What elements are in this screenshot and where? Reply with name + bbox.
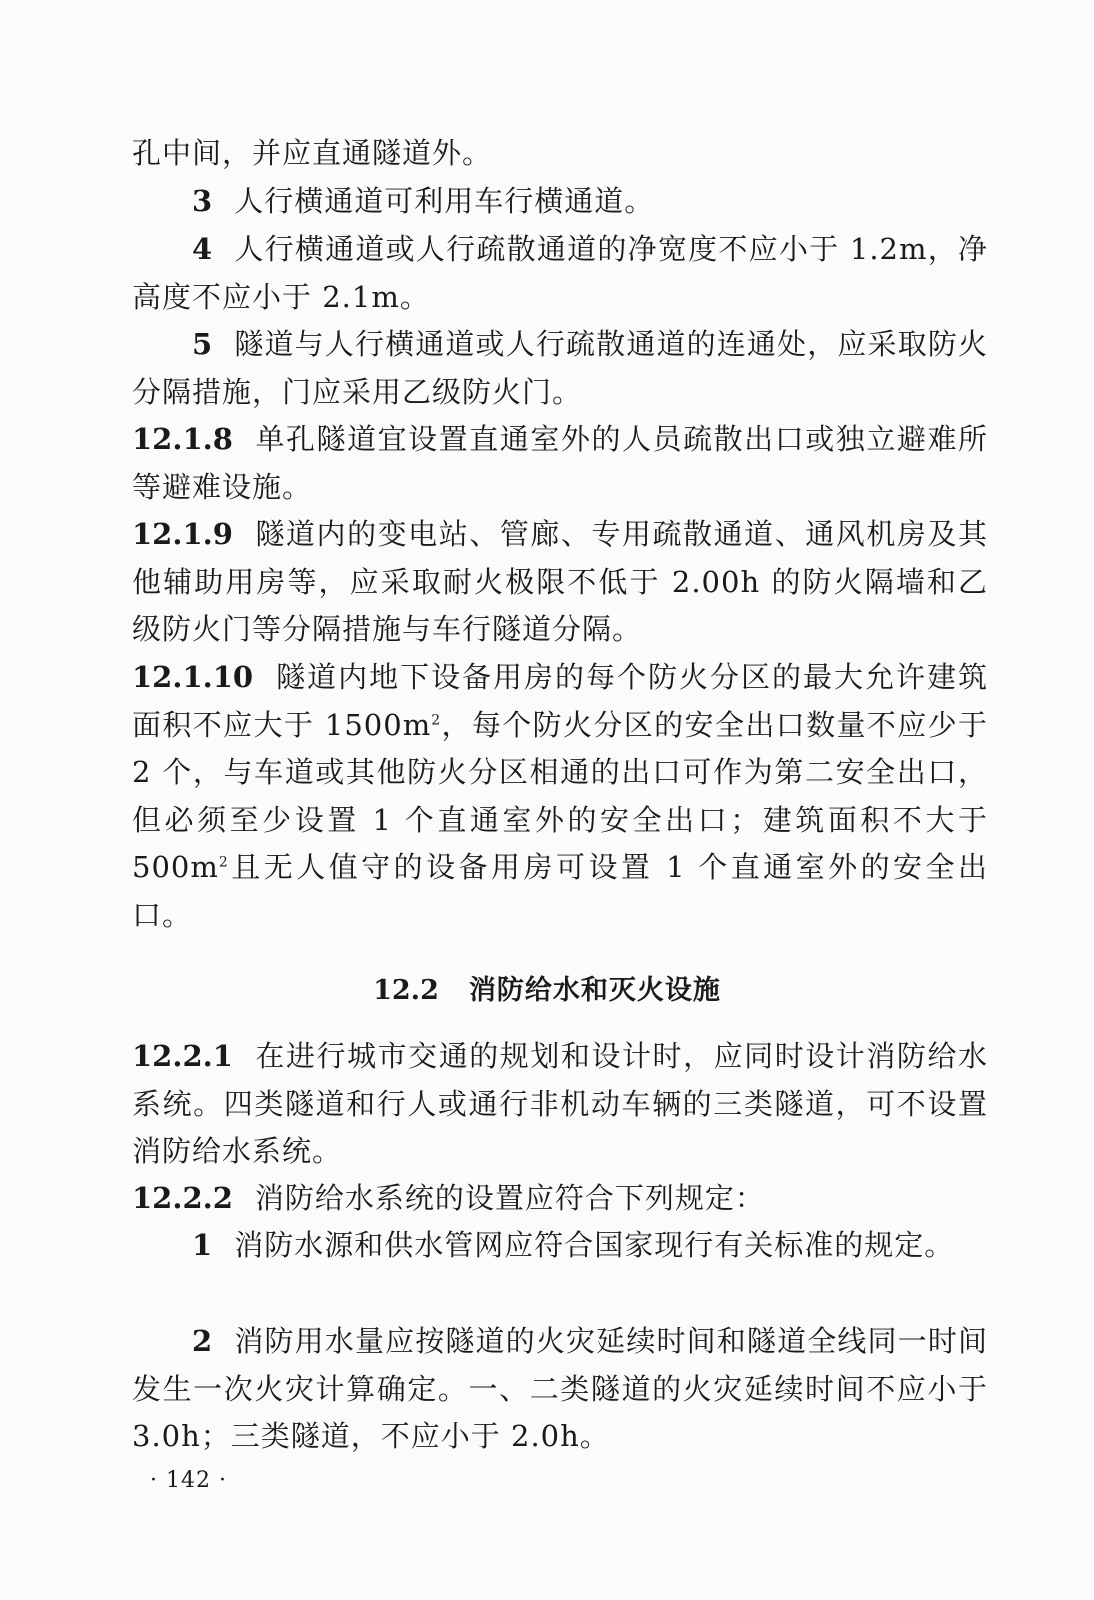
item-4 (132, 226, 988, 321)
clause-text: 在进行城市交通的规划和设计时，应同时设计消防给水系统。四类隧道和行人或通行非机动车辆的三类隧道，可不设置消防给水系统。 (132, 1039, 988, 1168)
section-number: 12.2 (373, 975, 439, 1006)
item-text: 人行横通道可利用车行横通道。 (234, 184, 655, 218)
item-number: 1 (192, 1228, 213, 1262)
clause-text-c: 且无人值守的设备用房可设置 1 个直通室外的安全出口。 (132, 850, 988, 932)
superscript: 2 (218, 854, 229, 871)
item-2-2 (132, 1318, 988, 1461)
item-text: 隧道与人行横通道或人行疏散通道的连通处，应采取防火分隔措施，门应采用乙级防火门。 (132, 327, 988, 409)
section-heading (0, 968, 1094, 1007)
item-5 (132, 321, 988, 416)
clause-text: 单孔隧道宜设置直通室外的人员疏散出口或独立避难所等避难设施。 (132, 422, 988, 504)
item-text: 消防水源和供水管网应符合国家现行有关标准的规定。 (234, 1228, 955, 1262)
clause-number: 12.1.10 (132, 660, 254, 694)
clause-12-2-2 (132, 1175, 988, 1223)
item-number: 3 (192, 184, 213, 218)
clause-number: 12.1.8 (132, 422, 233, 456)
clause-12-1-8 (132, 416, 988, 511)
continuation-text: 孔中间，并应直通隧道外。 (132, 136, 493, 170)
superscript: 2 (431, 711, 442, 728)
clause-text: 消防给水系统的设置应符合下列规定： (254, 1181, 765, 1215)
clause-number: 12.2.2 (132, 1181, 233, 1215)
clause-12-2-1 (132, 1033, 988, 1176)
item-text: 消防用水量应按隧道的火灾延续时间和隧道全线同一时间发生一次火灾计算确定。一、二类隧道的火灾延续时间不应小于 3.0h；三类隧道，不应小于 2.0h。 (132, 1324, 988, 1453)
clause-12-1-9 (132, 511, 988, 654)
clause-12-1-10 (132, 654, 988, 939)
item-number: 2 (192, 1324, 213, 1358)
clause-text: 隧道内的变电站、管廊、专用疏散通道、通风机房及其他辅助用房等，应采取耐火极限不低于 2.00h 的防火隔墙和乙级防火门等分隔措施与车行隧道分隔。 (132, 517, 988, 646)
item-text: 人行横通道或人行疏散通道的净宽度不应小于 1.2m，净高度不应小于 2.1m。 (132, 232, 988, 314)
item-number: 5 (192, 327, 213, 361)
section-title-text: 消防给水和灭火设施 (468, 975, 721, 1006)
item-2-1 (132, 1222, 988, 1270)
page-number: · 142 · (150, 1468, 227, 1493)
clause-text-a: 隧道内地下设备用房的每个防火分区的最大允许建筑面积不应大于 1500m (132, 660, 988, 742)
item-3 (132, 178, 988, 226)
clause-text-b: ，每个防火分区的安全出口数量不应少于 2 个，与车道或其他防火分区相通的出口可作为第二安全出口，但必须至少设置 1 个直通室外的安全出口；建筑面积不大于 500m (132, 707, 988, 884)
clause-number: 12.1.9 (132, 517, 233, 551)
clause-number: 12.2.1 (132, 1039, 233, 1073)
item-number: 4 (192, 232, 213, 266)
